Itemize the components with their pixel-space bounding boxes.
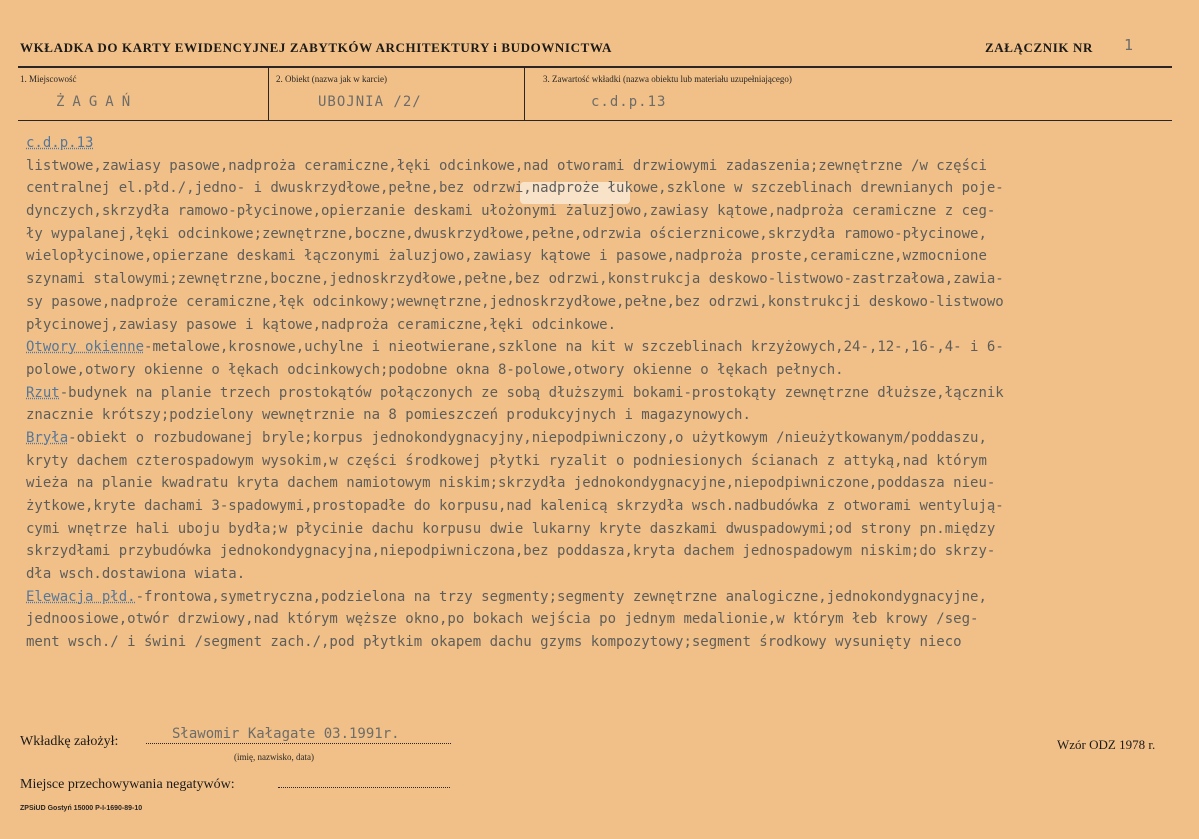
- created-by-hint: (imię, nazwisko, data): [234, 752, 314, 762]
- field-divider-1: [268, 67, 269, 121]
- negatives-location-label: Miejsce przechowywania negatywów:: [20, 777, 235, 792]
- line-text: jednoosiowe,otwór drzwiowy,nad którym węższe okno,po bokach wejścia po jednym medalionie,w którym łeb krowy /seg-: [26, 611, 979, 628]
- text-line: [26, 450, 1194, 473]
- field-content-value: c.d.p.13: [591, 94, 667, 110]
- field-object-value: UBOJNIA /2/: [318, 94, 422, 110]
- section-heading: Rzut: [26, 384, 60, 401]
- text-line: [26, 472, 1194, 495]
- field-locality-value: ŻAGAŃ: [56, 94, 139, 110]
- text-line: [26, 631, 1194, 654]
- section-heading: Otwory okienne: [26, 339, 145, 356]
- text-line: [26, 404, 1194, 427]
- text-line: [26, 314, 1194, 337]
- text-line: [26, 540, 1194, 563]
- text-line: [26, 382, 1194, 405]
- line-text: centralnej el.płd./,jedno- i dwuskrzydłowe,pełne,bez odrzwi,nadproże łukowe,szklone w szczeblinach drewnianych poje-: [26, 180, 1004, 197]
- line-text: polowe,otwory okienne o łękach odcinkowych;podobne okna 8-polowe,otwory okienne o łękach pełnych.: [26, 361, 844, 378]
- line-text: -obiekt o rozbudowanej bryle;korpus jednokondygnacyjny,niepodpiwniczony,o użytkowym /nieużytkowanym/poddaszu,: [68, 429, 987, 446]
- header-bottom-rule: [18, 120, 1172, 121]
- created-by-value: Sławomir Kałagate 03.1991r.: [172, 726, 400, 742]
- line-text: szynami stalowymi;zewnętrzne,boczne,jednoskrzydłowe,pełne,bez odrzwi,konstrukcja deskowo-listwowo-zastrzałowa,zawia-: [26, 271, 1004, 288]
- field-locality-label: 1. Miejscowość: [20, 74, 77, 84]
- line-text: skrzydłami przybudówka jednokondygnacyjna,niepodpiwniczona,bez poddasza,kryta dachem jednospadowym niskim;do skrzy-: [26, 543, 996, 560]
- description-text: [26, 132, 1194, 654]
- line-text: cymi wnętrze hali uboju bydła;w płycinie dachu korpusu dwie lukarny kryte daszkami dwuspadowymi;od strony pn.między: [26, 520, 996, 537]
- line-text: -frontowa,symetryczna,podzielona na trzy segmenty;segmenty zewnętrzne analogiczne,jednokondygnacyjne,: [135, 588, 987, 605]
- field-content-label: 3. Zawartość wkładki (nazwa obiektu lub materiału uzupełniającego): [543, 74, 792, 84]
- line-text: dynczych,skrzydła ramowo-płycinowe,opierzanie deskami ułożonymi żaluzjowo,zawiasy kątowe,nadproża ceramiczne z ceg-: [26, 203, 996, 220]
- document-title: WKŁADKA DO KARTY EWIDENCYJNEJ ZABYTKÓW ARCHITEKTURY i BUDOWNICTWA: [20, 40, 612, 55]
- created-by-label: Wkładkę założył:: [20, 734, 119, 749]
- text-line: [26, 608, 1194, 631]
- created-by-dotted-line: [146, 743, 451, 744]
- attachment-label: ZAŁĄCZNIK NR: [985, 40, 1093, 55]
- line-text: ły wypalanej,łęki odcinkowe;zewnętrzne,boczne,dwuskrzydłowe,pełne,odrzwia ościerznicowe,skrzydła ramowo-płycinowe,: [26, 225, 987, 242]
- field-divider-2: [524, 67, 525, 121]
- text-line: [26, 518, 1194, 541]
- line-text: płycinowej,zawiasy pasowe i kątowe,nadproża ceramiczne,łęki odcinkowe.: [26, 316, 617, 333]
- line-text: dła wsch.dostawiona wiata.: [26, 566, 246, 583]
- field-object-label: 2. Obiekt (nazwa jak w karcie): [276, 74, 387, 84]
- text-line: [26, 427, 1194, 450]
- header-top-rule: [18, 66, 1172, 68]
- section-heading: Bryła: [26, 429, 69, 446]
- line-text: kryty dachem czterospadowym wysokim,w części środkowej płytki ryzalit o podniesionych ścianach z attyką,nad którym: [26, 452, 987, 469]
- text-line: [26, 291, 1194, 314]
- section-heading: c.d.p.13: [26, 135, 94, 151]
- text-line: [26, 359, 1194, 382]
- text-line: [26, 268, 1194, 291]
- text-line: [26, 200, 1194, 223]
- text-line: [26, 132, 1194, 155]
- text-line: [26, 336, 1194, 359]
- text-line: [26, 177, 1194, 200]
- print-code: ZPSiUD Gostyń 15000 P-I-1690-89-10: [20, 805, 143, 812]
- line-text: ment wsch./ i świni /segment zach./,pod płytkim okapem dachu gzyms kompozytowy;segment środkowy wysunięty nieco: [26, 634, 962, 651]
- line-text: znacznie krótszy;podzielony wewnętrznie na 8 pomieszczeń produkcyjnych i magazynowych.: [26, 407, 751, 424]
- attachment-number: 1: [1124, 36, 1134, 54]
- negatives-dotted-line: [278, 787, 450, 788]
- text-line: [26, 563, 1194, 586]
- line-text: wieża na planie kwadratu kryta dachem namiotowym niskim;skrzydła jednokondygnacyjne,niepodpiwniczone,poddasza nieu-: [26, 475, 996, 492]
- line-text: listwowe,zawiasy pasowe,nadproża ceramiczne,łęki odcinkowe,nad otworami drzwiowymi zadaszenia;zewnętrzne /w części: [26, 157, 987, 174]
- text-line: [26, 245, 1194, 268]
- line-text: żytkowe,kryte dachami 3-spadowymi,prostopadłe do korpusu,nad kalenicą skrzydła wsch.nadbudówka z otworami wentylują-: [26, 498, 1004, 514]
- line-text: wielopłycinowe,opierzane deskami łączonymi żaluzjowo,zawiasy kątowe i pasowe,nadproża proste,ceramiczne,wzmocnione: [26, 248, 987, 265]
- text-line: [26, 586, 1194, 609]
- section-heading: Elewacja płd.: [26, 588, 136, 605]
- line-text: -metalowe,krosnowe,uchylne i nieotwierane,szklone na kit w szczeblinach krzyżowych,24-,12-,16-,4- i 6-: [144, 339, 1004, 356]
- form-code: Wzór ODZ 1978 r.: [1057, 737, 1156, 752]
- line-text: sy pasowe,nadproże ceramiczne,łęk odcinkowy;wewnętrzne,jednoskrzydłowe,pełne,bez odrzwi,konstrukcji deskowo-listwowo: [26, 293, 1004, 310]
- text-line: [26, 223, 1194, 246]
- text-line: [26, 495, 1194, 518]
- line-text: -budynek na planie trzech prostokątów połączonych ze sobą dłuższymi bokami-prostokąty zewnętrzne dłuższe,łącznik: [59, 384, 1004, 401]
- text-line: [26, 155, 1194, 178]
